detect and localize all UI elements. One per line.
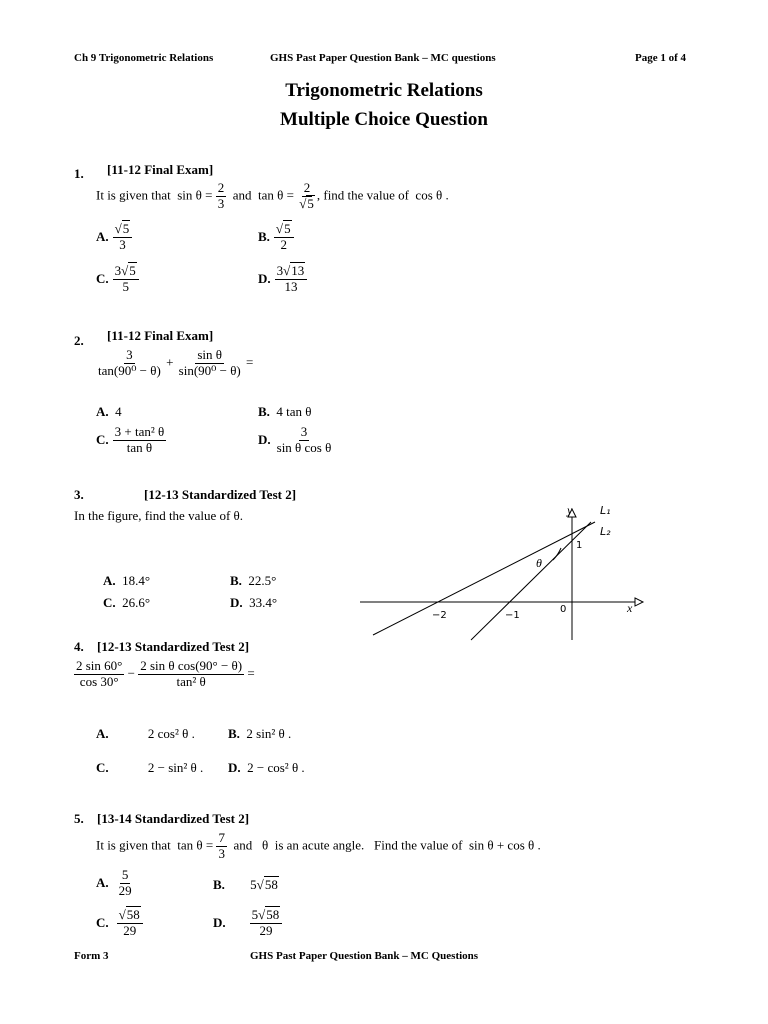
q3-stem: In the figure, find the value of θ.: [74, 508, 244, 523]
q3-option-a[interactable]: A. 18.4°: [103, 573, 151, 588]
header-page-number: Page 1 of 4: [635, 52, 687, 64]
q4-number: 4.: [74, 639, 84, 654]
q3-number: 3.: [74, 487, 84, 502]
q2-option-c[interactable]: C. $\frac{\text{3 + tan² θ}}{\text{tan θ}}$: [96, 424, 165, 455]
y-intercept-label: 1: [576, 540, 583, 551]
footer-bank-title: GHS Past Paper Question Bank – MC Questions: [250, 950, 479, 962]
q2-number: 2.: [74, 333, 84, 348]
q5-option-a[interactable]: A. $\frac{5}{29}$: [96, 867, 132, 898]
q3-option-b[interactable]: B. 22.5°: [230, 573, 277, 588]
header-chapter: Ch 9 Trigonometric Relations: [74, 52, 214, 64]
line-l2: [471, 522, 591, 640]
q5-option-c[interactable]: C. $\frac{√58}{29}$: [96, 908, 143, 939]
q3-option-d[interactable]: D. 33.4°: [230, 595, 278, 610]
q4-option-d[interactable]: D. 2 − cos² θ .: [228, 760, 305, 775]
q1-option-b[interactable]: B. $\frac{√5}{2}$: [258, 222, 294, 253]
q2-expression: $\frac{3}{\text{tan(90⁰ − θ)}}$ + $\frac{\text{sin θ}}{\text{sin(90⁰ − θ)}}$ =: [98, 347, 254, 378]
q5-option-d[interactable]: D. $\frac{5√58}{29}$: [213, 908, 282, 939]
origin-label: 0: [560, 604, 567, 615]
page-subtitle: Multiple Choice Question: [280, 109, 488, 130]
theta-arc: [553, 548, 561, 560]
q2-source: [11-12 Final Exam]: [107, 328, 214, 343]
q5-stem: It is given that tan θ = $\frac{7}{3}$ and θ is an acute angle. Find the value of sin θ + cos θ .: [96, 830, 541, 861]
l1-label: L₁: [600, 504, 611, 517]
q4-option-c[interactable]: C. 2 − sin² θ .: [96, 760, 204, 775]
footer-form: Form 3: [74, 950, 109, 962]
q3-source: [12-13 Standardized Test 2]: [144, 487, 297, 502]
q3-option-c[interactable]: C. 26.6°: [103, 595, 151, 610]
l2-label: L₂: [600, 525, 611, 538]
q1-option-d[interactable]: D. $\frac{3√13}{13}$: [258, 264, 307, 295]
q2-option-a[interactable]: A. 4: [96, 404, 122, 419]
q4-expression: $\frac{2 \sin 60^\circ}{\cos 30^\circ}$ − $\frac{\text{2 sin θ cos(90° − θ)}}{\text{tan² θ}}$ =: [76, 658, 255, 689]
q2-option-d[interactable]: D. $\frac{3}{\text{sin θ cos θ}}$: [258, 424, 332, 455]
q4-source: [12-13 Standardized Test 2]: [97, 639, 250, 654]
x-axis-arrow-icon: [635, 598, 643, 606]
q1-option-a[interactable]: A. $\frac{√5}{3}$: [96, 222, 132, 253]
q1-option-c[interactable]: C. $\frac{3√5}{5}$: [96, 264, 139, 295]
y-axis-label: y: [567, 503, 573, 517]
q3-figure: [355, 500, 655, 645]
x-axis-label: x: [627, 601, 633, 615]
header-bank-title: GHS Past Paper Question Bank – MC questions: [270, 52, 496, 64]
q2-option-b[interactable]: B. 4 tan θ: [258, 404, 312, 419]
q5-number: 5.: [74, 811, 84, 826]
q1-stem: It is given that sin θ = $\frac{2}{3}$ and tan θ = $\frac{2}{√5}$ , find the value of cos θ .: [96, 180, 449, 211]
page-title: Trigonometric Relations: [285, 80, 483, 101]
q5-source: [13-14 Standardized Test 2]: [97, 811, 250, 826]
q5-option-b[interactable]: B. 5√58: [213, 877, 278, 892]
q4-option-b[interactable]: B. 2 sin² θ .: [228, 726, 292, 741]
minus-one-label: −1: [505, 610, 520, 621]
line-l1: [373, 522, 595, 635]
q4-option-a[interactable]: A. 2 cos² θ .: [96, 726, 195, 741]
q1-source: [11-12 Final Exam]: [107, 162, 214, 177]
theta-label: θ: [536, 556, 542, 570]
q1-number: 1.: [74, 166, 84, 181]
minus-two-label: −2: [432, 610, 447, 621]
